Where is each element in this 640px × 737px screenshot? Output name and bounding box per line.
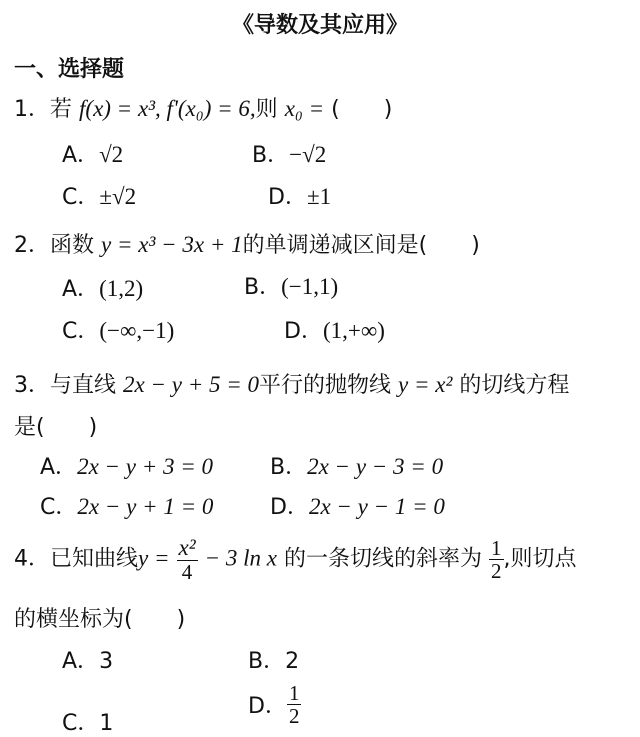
option-d xyxy=(248,682,301,727)
option-value: ±1 xyxy=(306,184,332,209)
option-value: 2 xyxy=(285,649,300,674)
option-label: C． xyxy=(62,711,100,736)
option-a xyxy=(40,450,213,481)
question-number: 3． xyxy=(14,373,50,398)
option-label: B． xyxy=(252,143,290,168)
question-text: 的横坐标为( ) xyxy=(14,607,186,632)
fraction xyxy=(287,682,302,727)
option-value: −√2 xyxy=(289,142,327,167)
page-title: 《导数及其应用》 xyxy=(232,13,409,38)
question-number: 4． xyxy=(14,546,50,572)
question-text: 已知曲线 xyxy=(50,546,139,572)
fraction-denominator: 2 xyxy=(491,559,502,584)
option-value: √2 xyxy=(99,142,124,167)
fraction xyxy=(177,536,198,583)
option-label: A． xyxy=(62,649,100,674)
math-expression: f(x) = x³, f'(x₀) = 6, xyxy=(79,96,256,121)
option-a xyxy=(62,138,123,169)
question-2 xyxy=(14,228,480,259)
question-text: 的单调递减区间是( ) xyxy=(242,233,480,258)
option-d xyxy=(284,314,385,345)
question-3-line2 xyxy=(14,410,97,441)
option-a xyxy=(62,272,143,303)
option-value: 2x − y − 1 = 0 xyxy=(308,494,445,519)
fraction xyxy=(489,537,504,582)
option-value: (−∞,−1) xyxy=(99,318,175,343)
option-label: B． xyxy=(270,455,308,480)
math-expression: − 3 ln x xyxy=(204,545,277,571)
option-c xyxy=(62,314,174,345)
option-label: B． xyxy=(248,649,286,674)
math-expression: y = x³ − 3x + 1 xyxy=(101,232,243,257)
option-value: 3 xyxy=(99,649,114,674)
option-value: 1 xyxy=(99,711,114,736)
option-value: 2x − y + 3 = 0 xyxy=(77,454,214,479)
question-text: 与直线 xyxy=(50,373,117,398)
section-heading: 一、选择题 xyxy=(14,57,125,82)
option-a xyxy=(62,644,113,675)
option-label: C． xyxy=(40,495,78,520)
option-c xyxy=(62,706,113,737)
option-label: C． xyxy=(62,319,100,344)
option-b xyxy=(244,270,338,301)
math-expression: x₀ = xyxy=(284,96,325,121)
option-label: B． xyxy=(244,275,282,300)
option-value: 2x − y − 3 = 0 xyxy=(307,454,444,479)
option-label: D． xyxy=(284,319,323,344)
math-expression: y = xyxy=(138,545,170,571)
option-label: A． xyxy=(40,455,78,480)
option-b xyxy=(252,138,326,169)
option-label: D． xyxy=(268,185,307,210)
option-b xyxy=(248,644,299,675)
question-text: 函数 xyxy=(50,233,95,258)
question-text: 若 xyxy=(50,97,73,122)
fraction-numerator: 1 xyxy=(491,536,502,561)
question-text: 的切线方程 xyxy=(459,373,570,398)
option-value: (−1,1) xyxy=(281,274,339,299)
question-text: ,则切点 xyxy=(503,546,577,572)
answer-blank: ( ) xyxy=(331,97,393,122)
option-c xyxy=(40,490,213,521)
question-4 xyxy=(14,536,577,583)
question-text: 的一条切线的斜率为 xyxy=(283,546,482,572)
answer-blank: 是( ) xyxy=(14,415,98,440)
option-label: A． xyxy=(62,277,100,302)
option-value: (1,2) xyxy=(99,276,144,301)
fraction-denominator: 4 xyxy=(177,560,198,583)
fraction-numerator: 1 xyxy=(288,681,300,705)
fraction-numerator: x² xyxy=(178,535,196,560)
option-label: D． xyxy=(270,495,309,520)
option-label: A． xyxy=(62,143,100,168)
option-label: C． xyxy=(62,185,100,210)
fraction-denominator: 2 xyxy=(288,704,300,729)
math-expression: y = x² xyxy=(398,372,453,397)
option-d xyxy=(268,180,331,211)
question-text: 则 xyxy=(255,97,278,122)
option-d xyxy=(270,490,445,521)
option-value: 2x − y + 1 = 0 xyxy=(77,494,214,519)
option-c xyxy=(62,180,136,211)
option-value: ±√2 xyxy=(99,184,137,209)
option-value: (1,+∞) xyxy=(322,318,385,343)
question-text: 平行的抛物线 xyxy=(259,373,392,398)
question-number: 1． xyxy=(14,97,50,122)
question-3 xyxy=(14,368,569,399)
question-1 xyxy=(14,92,392,123)
math-expression: 2x − y + 5 = 0 xyxy=(123,372,259,397)
option-label: D． xyxy=(248,694,287,720)
question-4-line2 xyxy=(14,602,185,633)
question-number: 2． xyxy=(14,233,50,258)
option-b xyxy=(270,450,443,481)
